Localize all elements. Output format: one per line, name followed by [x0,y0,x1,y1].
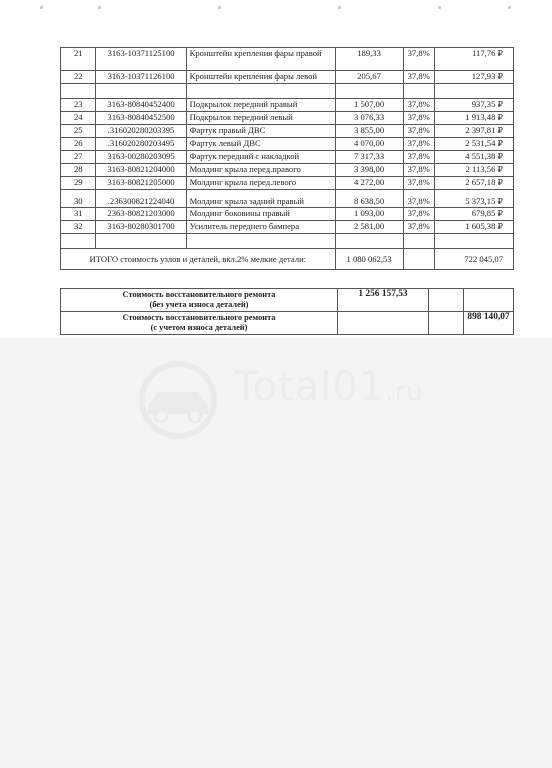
table-row-blank [61,234,514,249]
part-cost: 1 913,48 ₽ [434,112,513,125]
row-number: 22 [61,71,96,84]
total-label: ИТОГО стоимость узлов и деталей, вкл.2% мелкие детали: [61,249,336,270]
summary-label-line: (без учета износа деталей) [149,300,249,309]
part-cost: 679,85 ₽ [434,208,513,221]
part-code: 2363-80821203000 [96,208,186,221]
table-row [61,221,514,234]
part-code: 3163-80821204000 [96,164,186,177]
table-row [61,125,514,138]
part-cost: 5 373,15 ₽ [434,190,513,208]
part-name: Фартук передний с накладкой [186,151,335,164]
part-price: 205,67 [335,71,403,84]
row-number: 27 [61,151,96,164]
watermark-brand-suffix: .ru [385,377,424,407]
part-code: 3163-00280203095 [96,151,186,164]
row-number: 25 [61,125,96,138]
wear-percent: 37,8% [403,112,434,125]
part-cost: 4 551,38 ₽ [434,151,513,164]
summary-label-line: (с учетом износа деталей) [150,323,248,332]
part-code: 3163-10371125100 [96,48,186,71]
part-cost: 2 113,56 ₽ [434,164,513,177]
cost-with-wear: 898 140,07 [464,312,514,335]
part-code: .316020280203495 [96,138,186,151]
part-cost: 2 397,81 ₽ [434,125,513,138]
part-name: Молдинг крыла перед.правого [186,164,335,177]
part-price: 189,33 [335,48,403,71]
table-row [61,151,514,164]
part-cost: 117,76 ₽ [434,48,513,71]
part-name: Подкрылок передний правый [186,99,335,112]
part-price: 4 070,00 [335,138,403,151]
part-cost: 937,35 ₽ [434,99,513,112]
part-name: Фартук левый ДВС [186,138,335,151]
row-number: 23 [61,99,96,112]
row-number: 29 [61,177,96,190]
table-row [61,138,514,151]
part-name: Кронштейн крепления фары левой [186,71,335,84]
summary-label-with-wear [61,312,338,335]
table-row-blank [61,84,514,99]
wear-percent: 37,8% [403,125,434,138]
summary-row-without-wear [61,289,514,312]
summary-label-line: Стоимость восстановительного ремонта [122,313,276,322]
table-row [61,112,514,125]
part-price: 8 638,50 [335,190,403,208]
part-code: .316020280203395 [96,125,186,138]
summary-row-with-wear [61,312,514,335]
row-number: 26 [61,138,96,151]
part-code: 3163-80840452400 [96,99,186,112]
summary-table [60,288,514,335]
table-row [61,71,514,84]
part-name: Молдинг крыла перед.левого [186,177,335,190]
watermark-brand [234,364,424,410]
parts-table [60,47,514,270]
part-price: 3 398,00 [335,164,403,177]
part-code: 3163-10371126100 [96,71,186,84]
part-cost: 1 605,38 ₽ [434,221,513,234]
row-number: 31 [61,208,96,221]
part-code: 3163-80280301700 [96,221,186,234]
part-cost: 127,93 ₽ [434,71,513,84]
table-row [61,48,514,71]
table-row [61,99,514,112]
total-cost: 722 045,07 [434,249,513,270]
summary-label-line: Стоимость восстановительного ремонта [122,290,276,299]
part-code: 3163-80821205000 [96,177,186,190]
row-number: 24 [61,112,96,125]
part-name: Фартук правый ДВС [186,125,335,138]
table-row [61,190,514,208]
wear-percent: 37,8% [403,99,434,112]
wear-percent: 37,8% [403,221,434,234]
part-name: Молдинг крыла задний правый [186,190,335,208]
part-price: 1 507,00 [335,99,403,112]
part-price: 4 272,00 [335,177,403,190]
wear-percent: 37,8% [403,208,434,221]
part-price: 7 317,33 [335,151,403,164]
wear-percent: 37,8% [403,48,434,71]
part-name: Молдинг боковины правый [186,208,335,221]
wear-percent: 37,8% [403,138,434,151]
part-price: 3 076,33 [335,112,403,125]
part-price: 2 581,00 [335,221,403,234]
cost-without-wear: 1 256 157,53 [338,289,429,312]
part-code: .236300821224040 [96,190,186,208]
watermark-brand-name: Total01 [234,364,386,410]
row-number: 21 [61,48,96,71]
part-name: Усилитель переднего бампера [186,221,335,234]
wear-percent: 37,8% [403,177,434,190]
watermark [128,360,428,440]
table-row [61,208,514,221]
wear-percent: 37,8% [403,71,434,84]
part-price: 1 093,00 [335,208,403,221]
total-row [61,249,514,270]
summary-label-without-wear [61,289,338,312]
part-name: Кронштейн крепления фары правой [186,48,335,71]
part-price: 3 855,00 [335,125,403,138]
scan-marks [38,6,518,16]
car-logo-icon [128,360,228,440]
part-cost: 2 531,54 ₽ [434,138,513,151]
wear-percent: 37,8% [403,190,434,208]
part-name: Подкрылок передний левый [186,112,335,125]
table-row [61,177,514,190]
row-number: 32 [61,221,96,234]
wear-percent: 37,8% [403,151,434,164]
row-number: 30 [61,190,96,208]
part-cost: 2 657,18 ₽ [434,177,513,190]
row-number: 28 [61,164,96,177]
wear-percent: 37,8% [403,164,434,177]
total-price: 1 080 062,53 [335,249,403,270]
table-row [61,164,514,177]
part-code: 3163-80840452500 [96,112,186,125]
